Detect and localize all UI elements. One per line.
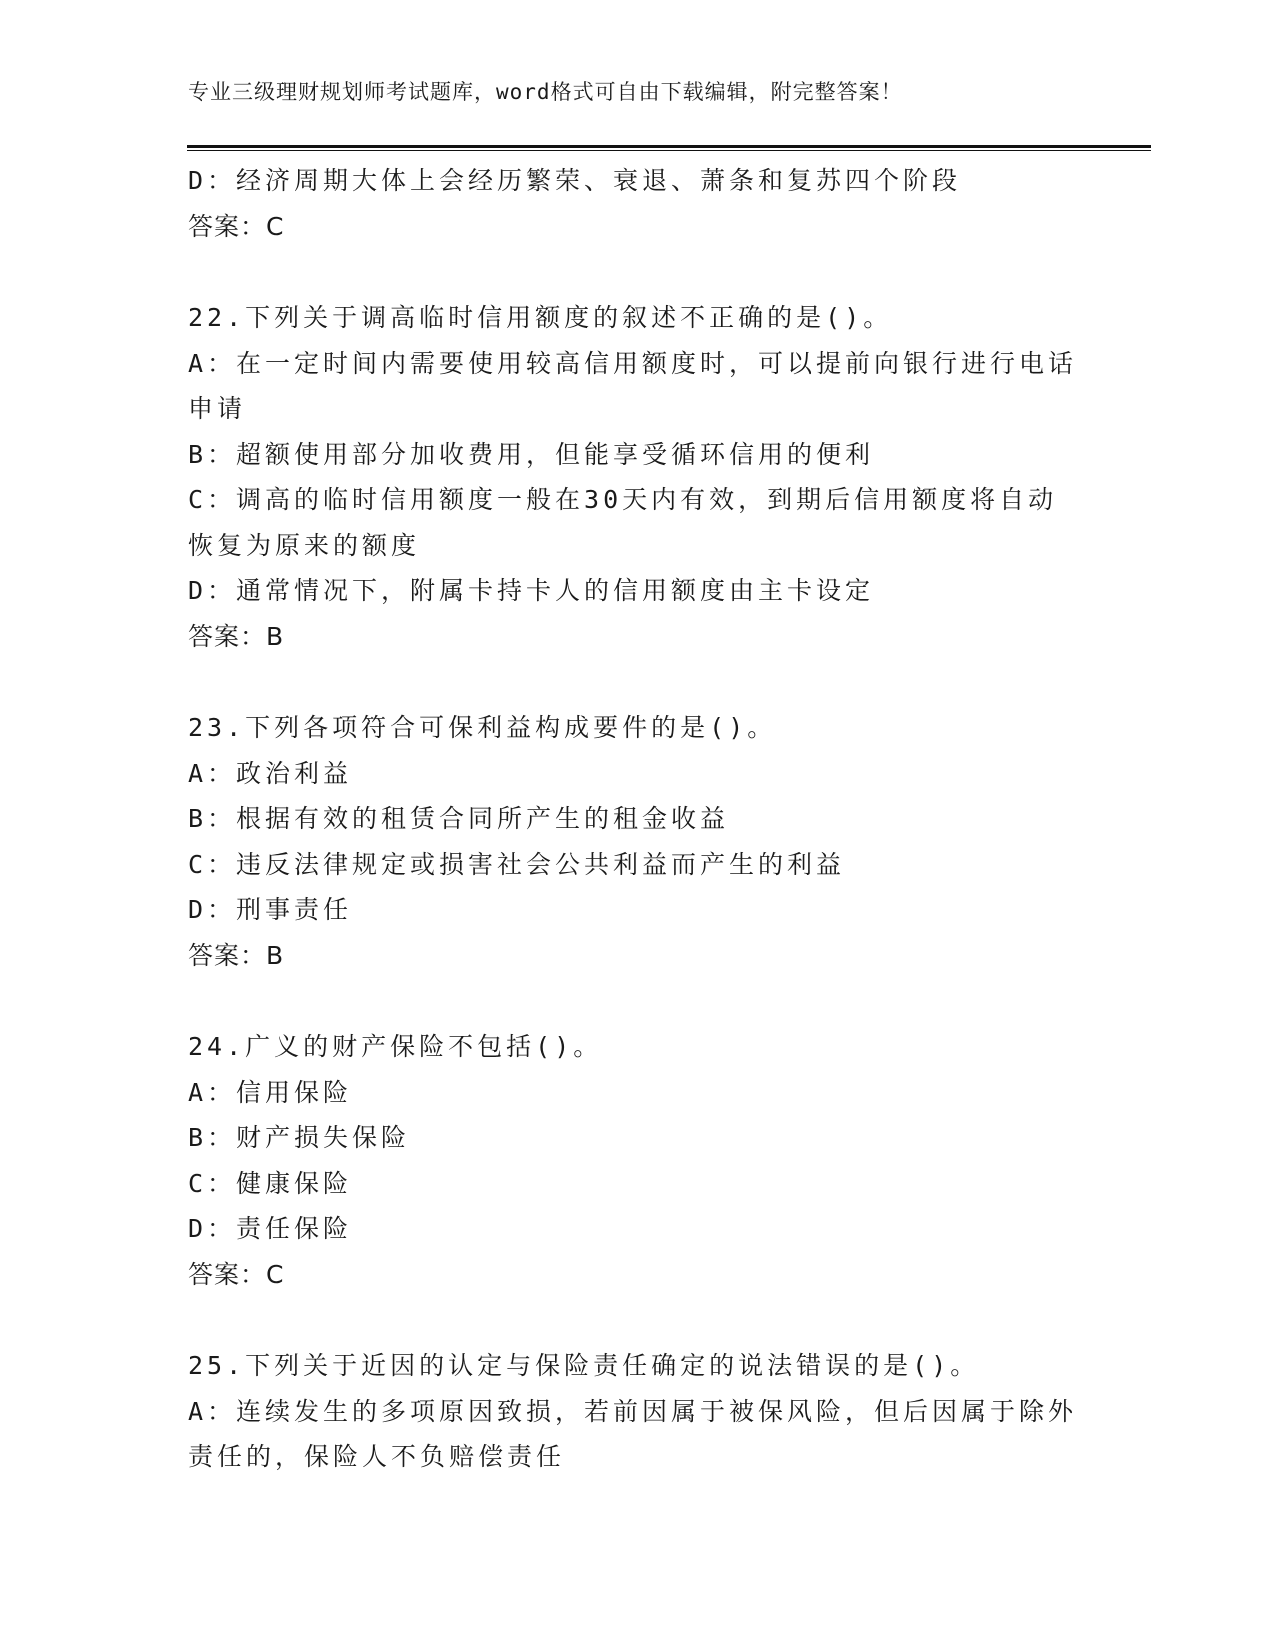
option-line: D：通常情况下，附属卡持卡人的信用额度由主卡设定 — [188, 576, 875, 605]
question-block-25 — [188, 1343, 1088, 1480]
question-block-23 — [188, 705, 1088, 978]
page-header: 专业三级理财规划师考试题库，word格式可自由下载编辑，附完整答案！ — [188, 80, 903, 104]
question-block-24 — [188, 1024, 1088, 1297]
option-line: 恢复为原来的额度 — [188, 530, 421, 560]
header-divider-thin — [187, 150, 1151, 151]
option-line: 申请 — [188, 394, 247, 423]
answer-line: 答案：C — [188, 211, 285, 241]
option-line: D：责任保险 — [188, 1214, 353, 1243]
question-stem: 22.下列关于调高临时信用额度的叙述不正确的是()。 — [188, 303, 893, 332]
option-line: D：经济周期大体上会经历繁荣、衰退、萧条和复苏四个阶段 — [188, 166, 962, 195]
option-line: A：在一定时间内需要使用较高信用额度时，可以提前向银行进行电话 — [188, 348, 1078, 378]
question-stem: 23.下列各项符合可保利益构成要件的是()。 — [188, 713, 777, 742]
option-line: A：政治利益 — [188, 758, 353, 788]
option-line: B：超额使用部分加收费用，但能享受循环信用的便利 — [188, 439, 875, 469]
header-divider-thick — [187, 145, 1151, 148]
question-stem: 25.下列关于近因的认定与保险责任确定的说法错误的是()。 — [188, 1351, 980, 1380]
spacer — [188, 249, 1088, 295]
answer-line: 答案：B — [188, 621, 285, 651]
option-line: B：财产损失保险 — [188, 1123, 411, 1152]
question-block-continued — [188, 158, 1088, 249]
spacer — [188, 978, 1088, 1024]
answer-line: 答案：C — [188, 1259, 285, 1289]
option-line: A：信用保险 — [188, 1077, 353, 1107]
question-block-22 — [188, 295, 1088, 659]
option-line: D：刑事责任 — [188, 895, 353, 924]
option-line: C：调高的临时信用额度一般在30天内有效，到期后信用额度将自动 — [188, 485, 1058, 514]
option-line: C：健康保险 — [188, 1168, 353, 1198]
option-line: B：根据有效的租赁合同所产生的租金收益 — [188, 804, 730, 833]
spacer — [188, 1297, 1088, 1343]
question-stem: 24.广义的财产保险不包括()。 — [188, 1032, 603, 1061]
document-body — [188, 158, 1088, 1480]
option-line: A：连续发生的多项原因致损，若前因属于被保风险，但后因属于除外 — [188, 1396, 1078, 1426]
option-line: C：违反法律规定或损害社会公共利益而产生的利益 — [188, 849, 846, 879]
answer-line: 答案：B — [188, 940, 285, 970]
spacer — [188, 659, 1088, 705]
option-line: 责任的，保险人不负赔偿责任 — [188, 1442, 566, 1471]
